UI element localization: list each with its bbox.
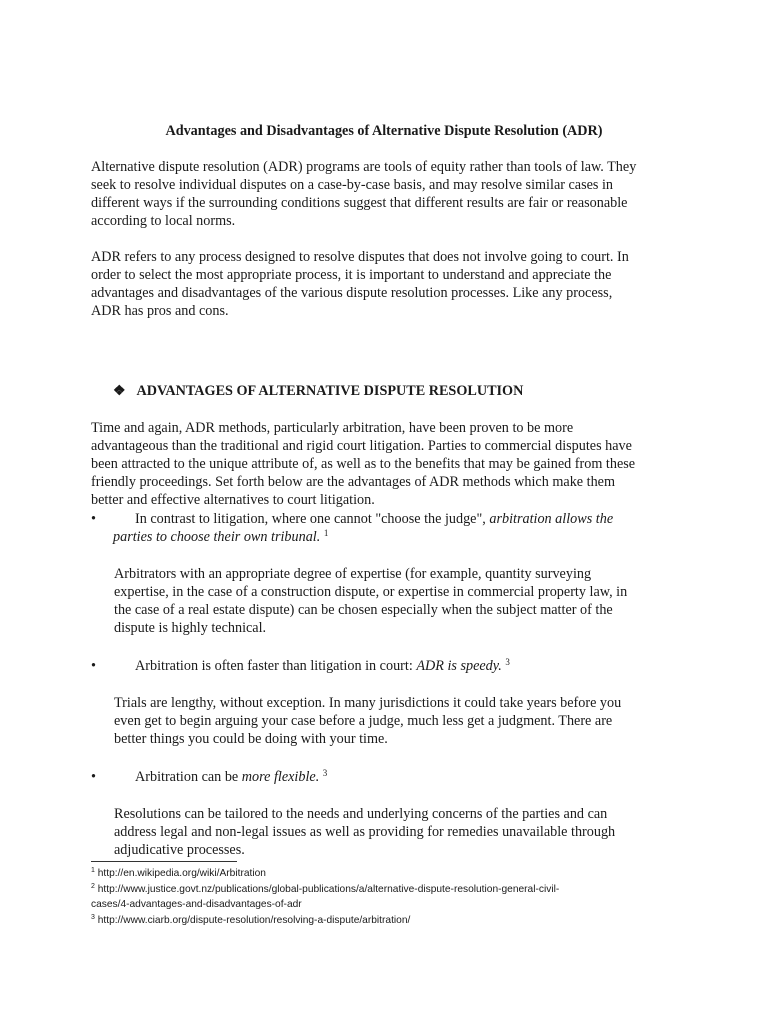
- bullet-detail: [114, 694, 674, 748]
- bullet-text: [135, 510, 613, 528]
- footnote-link[interactable]: http://en.wikipedia.org/wiki/Arbitration: [97, 868, 266, 879]
- bullet-italic-text: arbitration allows the: [489, 511, 614, 527]
- intro-line: Alternative dispute resolution (ADR) programs are tools of equity rather than tools of law. They: [91, 159, 637, 175]
- bullet-detail-line: adjudicative processes.: [114, 842, 245, 858]
- bullet-continuation: [113, 528, 328, 546]
- footnote-number: 1: [91, 867, 95, 874]
- section-intro-line: advantageous than the traditional and rigid court litigation. Parties to commercial disputes have: [91, 438, 632, 454]
- bullet-italic-text: more flexible.: [241, 769, 320, 785]
- intro-line: different ways if the surrounding conditions suggest that different results are fair or reasonable: [91, 195, 628, 211]
- bullet-plain-text: In contrast to litigation, where one cannot "choose the judge",: [135, 511, 490, 527]
- bullet-detail: [114, 565, 674, 637]
- document-title: Advantages and Disadvantages of Alternative Dispute Resolution (ADR): [165, 123, 603, 139]
- intro-paragraph: [91, 158, 691, 230]
- section-heading-text: ADVANTAGES OF ALTERNATIVE DISPUTE RESOLUTION: [136, 383, 524, 399]
- section-heading: [113, 382, 523, 400]
- section-intro-paragraph: [91, 419, 691, 509]
- adr-definition-line: ADR refers to any process designed to resolve disputes that does not involve going to court. In: [91, 249, 629, 265]
- bullet-text: [135, 768, 327, 786]
- bullet-plain-text: Arbitration is often faster than litigation in court:: [135, 658, 417, 674]
- footnote: [91, 913, 691, 929]
- footnotes: [91, 866, 691, 928]
- bullet-detail-line: expertise, in the case of a construction dispute, or expertise in commercial property law, in: [114, 584, 628, 600]
- footnote-link[interactable]: http://www.ciarb.org/dispute-resolution/resolving-a-dispute/arbitration/: [97, 914, 411, 926]
- footnote-link-continuation[interactable]: cases/4-advantages-and-disadvantages-of-adr: [91, 899, 302, 910]
- section-intro-line: friendly proceedings. Set forth below are the advantages of ADR methods which make them: [91, 474, 616, 490]
- footnote-continuation: [91, 897, 691, 913]
- bullet-detail-line: Trials are lengthy, without exception. In many jurisdictions it could take years before you: [114, 695, 622, 711]
- bullet-text: [135, 657, 510, 675]
- bullet-detail-line: Resolutions can be tailored to the needs and underlying concerns of the parties and can: [114, 806, 608, 822]
- footnote-separator: [91, 861, 237, 862]
- bullet-detail-line: address legal and non-legal issues as well as providing for remedies unavailable through: [114, 824, 616, 840]
- footnote-number: 3: [91, 913, 95, 921]
- footnote-reference: 3: [505, 657, 510, 667]
- bullet-detail-line: Arbitrators with an appropriate degree of expertise (for example, quantity surveying: [114, 566, 592, 582]
- diamond-bullet-icon: ❖: [113, 383, 126, 399]
- footnote-link[interactable]: http://www.justice.govt.nz/publications/global-publications/a/alternative-dispute-resolution-general-civil-: [97, 883, 560, 895]
- footnote-reference: 3: [322, 768, 328, 778]
- section-intro-line: been attracted to the unique attribute of, as well as to the benefits that may be gained from these: [91, 456, 636, 472]
- adr-definition-line: order to select the most appropriate process, it is important to understand and appreciate the: [91, 267, 612, 283]
- bullet-italic-continuation: parties to choose their own tribunal.: [113, 529, 321, 545]
- footnote: [91, 866, 691, 882]
- bullet-icon: •: [91, 769, 96, 785]
- bullet-italic-text: ADR is speedy.: [416, 658, 502, 674]
- section-intro-line: better and effective alternatives to court litigation.: [91, 492, 375, 508]
- bullet-detail-line: dispute is highly technical.: [114, 620, 267, 636]
- adr-definition-line: advantages and disadvantages of the various dispute resolution processes. Like any process,: [91, 285, 613, 301]
- bullet-detail-line: even get to begin arguing your case before a judge, much less get a judgment. There are: [114, 713, 613, 729]
- adr-definition-paragraph: [91, 248, 691, 320]
- footnote-number: 2: [91, 882, 95, 890]
- footnote-reference: 1: [323, 528, 329, 538]
- footnote: [91, 882, 691, 898]
- bullet-detail-line: the case of a real estate dispute) can be chosen especially when the subject matter of the: [114, 602, 613, 618]
- adr-definition-line: ADR has pros and cons.: [91, 303, 229, 319]
- intro-line: seek to resolve individual disputes on a case-by-case basis, and may resolve similar cases in: [91, 177, 614, 193]
- bullet-detail-line: better things you could be doing with your time.: [114, 731, 388, 747]
- bullet-icon: •: [91, 511, 96, 527]
- intro-line: according to local norms.: [91, 213, 236, 229]
- bullet-detail: [114, 805, 674, 859]
- section-intro-line: Time and again, ADR methods, particularly arbitration, have been proven to be more: [91, 420, 574, 436]
- bullet-plain-text: Arbitration can be: [135, 769, 242, 785]
- bullet-icon: •: [91, 658, 96, 674]
